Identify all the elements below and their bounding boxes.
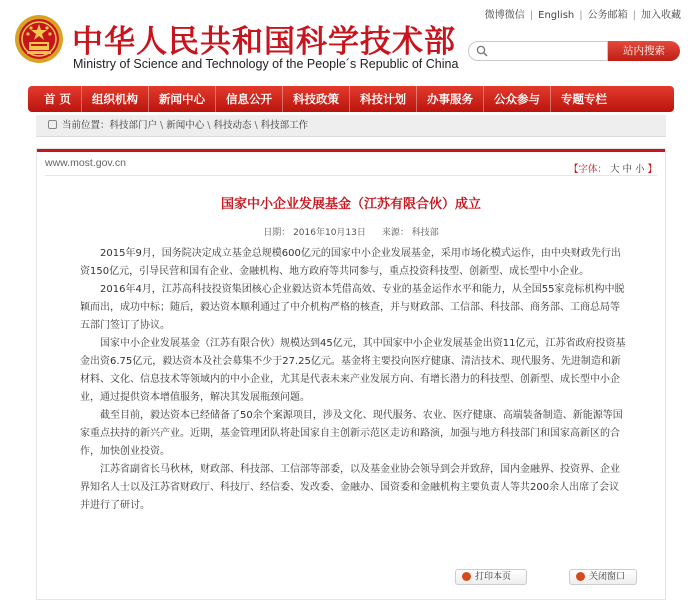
add-favorite-link[interactable]: 加入收藏	[641, 10, 681, 21]
main-nav	[28, 86, 674, 112]
print-button-label: 打印本页	[475, 572, 512, 582]
breadcrumb-ministry-work[interactable]: 科技部工作	[260, 120, 309, 131]
article-title: 国家中小企业发展基金（江苏有限合伙）成立	[220, 197, 481, 212]
article-paragraph: 2015年9月，国务院决定成立基金总规模600亿元的国家中小企业发展基金，采用市场化模式运作，由中央财政先行出资150亿元，引导民营和国有企业、金融机构、地方政府等共同参与，重点投资科技型、创新型、成长型中小企业。	[80, 248, 621, 277]
english-link[interactable]: English	[538, 10, 575, 21]
location-icon	[48, 120, 57, 129]
breadcrumb-portal[interactable]: 科技部门户	[109, 120, 158, 131]
site-search-button[interactable]: 站内搜索	[608, 41, 680, 61]
national-emblem-icon	[14, 14, 64, 64]
breadcrumb-news[interactable]: 新闻中心	[166, 120, 205, 131]
divider	[45, 175, 657, 176]
article-paragraph: 国家中小企业发展基金（江苏有限合伙）规模达到45亿元，其中国家中小企业发展基金出资11亿元，江苏省政府投资基金出资6.75亿元，毅达资本及社会募集不少于27.25亿元。基金将主要投向医疗健康、清洁技术、现代服务、先进制造和新材料、文化、信息技术等领域内的中小企业，尤其是代表未来产业发展方向、有增长潜力的科技型、创新型、成长型中小企业，通过提供资本增值服务，解决其发展瓶颈问题。	[80, 338, 626, 403]
font-size-control	[566, 161, 657, 175]
site-title-chinese: 中华人民共和国科学技术部	[72, 24, 456, 60]
breadcrumb-tech-news[interactable]: 科技动态	[213, 120, 252, 131]
nav-organization[interactable]: 组织机构	[82, 86, 149, 112]
article-date: 日期： 2016年10月13日	[263, 228, 366, 238]
nav-information[interactable]: 信息公开	[216, 86, 283, 112]
nav-public[interactable]: 公众参与	[484, 86, 551, 112]
close-icon	[576, 572, 585, 581]
print-icon	[462, 572, 471, 581]
breadcrumb-label: 当前位置：	[62, 120, 110, 131]
article-paragraph: 2016年4月，江苏高科技投资集团核心企业毅达资本凭借高效、专业的基金运作水平和能力，从全国55家竞标机构中脱颖而出，成功中标；随后，毅达资本顺利通过了中介机构严格的核查，并与财政部、工信部、科技部、商务部、工商总局等五部门签订了协议。	[80, 284, 625, 331]
article-source: 来源： 科技部	[381, 228, 439, 238]
font-size-close: 】	[647, 164, 657, 175]
article-paragraph: 江苏省副省长马秋林，财政部、科技部、工信部等部委，以及基金业协会领导到会并致辞，国内金融界、投资界、企业界知名人士以及江苏省财政厅、科技厅、经信委、发改委、金融办、国资委和金融机构主要负责人等共200余人出席了会议并进行了研讨。	[80, 464, 620, 511]
print-button[interactable]	[455, 569, 527, 585]
nav-news-center[interactable]: 新闻中心	[149, 86, 216, 112]
close-button-label: 关闭窗口	[589, 572, 626, 582]
font-small-button[interactable]: 小	[634, 164, 645, 175]
font-medium-button[interactable]: 中	[622, 164, 632, 175]
weibo-wechat-link[interactable]: 微博微信	[484, 10, 525, 21]
nav-policy[interactable]: 科技政策	[283, 86, 350, 112]
site-title-english: Ministry of Science and Technology of the People´s Republic of China	[73, 57, 459, 71]
article-paragraph: 截至目前，毅达资本已经储备了50余个案源项目，涉及文化、现代服务、农业、医疗健康、高端装备制造、新能源等国家重点扶持的新兴产业。近期，基金管理团队将赴国家自主创新示范区走访和路演，加强与地方科技部门和国家高新区的合作，加快创业投资。	[80, 410, 623, 457]
breadcrumb: 当前位置：科技部门户 \ 新闻中心 \ 科技动态 \ 科技部工作	[36, 115, 666, 137]
nav-programs[interactable]: 科技计划	[350, 86, 417, 112]
nav-topics[interactable]: 专题专栏	[561, 92, 608, 106]
site-url: www.most.gov.cn	[45, 157, 126, 169]
mailbox-link[interactable]: 公务邮箱	[587, 10, 628, 21]
search-icon	[476, 45, 488, 57]
site-header	[0, 0, 700, 86]
font-large-button[interactable]: 大	[609, 164, 620, 175]
article-card	[36, 148, 666, 600]
font-size-label: 【字体：	[568, 164, 607, 175]
close-window-button[interactable]	[569, 569, 637, 585]
nav-home[interactable]: 首 页	[34, 86, 82, 112]
article-body	[80, 245, 628, 515]
nav-services[interactable]: 办事服务	[417, 86, 484, 112]
card-accent-bar	[37, 149, 665, 152]
top-links: 微博微信 | English | 公务邮箱 | 加入收藏	[480, 6, 686, 21]
search-input[interactable]	[468, 41, 608, 61]
article-meta	[37, 225, 665, 238]
